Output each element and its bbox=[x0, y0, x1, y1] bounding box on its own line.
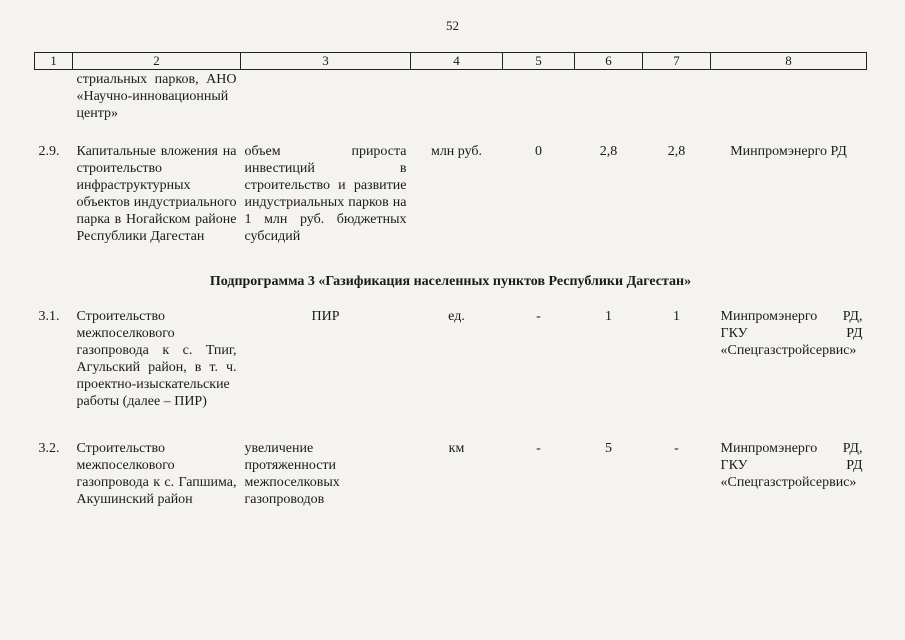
table-row-continuation bbox=[35, 70, 867, 144]
executor: Минпромэнерго РД, ГКУ РД «Спецгазстройсервис» bbox=[720, 441, 863, 490]
value-col6: 1 bbox=[605, 309, 612, 324]
indicator: увеличение протяженности межпоселковых газопроводов bbox=[244, 441, 340, 507]
subprogram-title: Подпрограмма 3 «Газификация населенных пунктов Республики Дагестан» bbox=[209, 274, 692, 289]
value-col5: - bbox=[536, 441, 541, 456]
column-header: 1 bbox=[35, 53, 73, 70]
column-header: 8 bbox=[711, 53, 867, 70]
subprogram-row bbox=[35, 245, 867, 308]
value-col7: 2,8 bbox=[667, 144, 686, 159]
executor: Минпромэнерго РД bbox=[730, 144, 847, 159]
value-col6: 2,8 bbox=[599, 144, 618, 159]
column-header: 2 bbox=[73, 53, 241, 70]
value-col6: 5 bbox=[605, 441, 612, 456]
value-col5: 0 bbox=[535, 144, 542, 159]
continued-measure-name: стриальных парков, АНО «Научно-инновационный центр» bbox=[76, 72, 237, 121]
row-number: 3.2. bbox=[38, 441, 60, 456]
measure-name: Строительство межпоселкового газопровода к с. Гапшима, Акушинский район bbox=[76, 441, 237, 507]
column-header: 7 bbox=[643, 53, 711, 70]
measure-name: Строительство межпоселкового газопровода к с. Тпиг, Агульский район, в т. ч. проектно-изыскательские работы (далее – ПИР) bbox=[76, 309, 237, 409]
measure-name: Капитальные вложения на строительство инфраструктурных объектов индустриального парка в Ногайском районе Республики Дагестан bbox=[76, 144, 237, 244]
row-number: 2.9. bbox=[38, 144, 60, 159]
column-header: 6 bbox=[575, 53, 643, 70]
table-row bbox=[35, 308, 867, 410]
row-number: 3.1. bbox=[38, 309, 60, 324]
indicator: ПИР bbox=[311, 309, 340, 324]
value-col7: - bbox=[674, 441, 679, 456]
unit: ед. bbox=[448, 309, 465, 324]
executor: Минпромэнерго РД, ГКУ РД «Спецгазстройсервис» bbox=[720, 309, 863, 358]
table-row bbox=[35, 440, 867, 508]
column-header: 4 bbox=[411, 53, 503, 70]
column-header: 5 bbox=[503, 53, 575, 70]
column-number-row bbox=[35, 53, 867, 70]
indicator: объем прироста инвестиций в строительство и развитие индустриальных парков на 1 млн руб. бюджетных субсидий bbox=[244, 144, 407, 244]
value-col7: 1 bbox=[673, 309, 680, 324]
page-number: 52 bbox=[446, 18, 459, 33]
program-table bbox=[34, 52, 867, 508]
table-row bbox=[35, 143, 867, 245]
row-spacer bbox=[35, 410, 867, 440]
unit: млн руб. bbox=[430, 144, 483, 159]
unit: км bbox=[448, 441, 465, 456]
column-header: 3 bbox=[241, 53, 411, 70]
value-col5: - bbox=[536, 309, 541, 324]
